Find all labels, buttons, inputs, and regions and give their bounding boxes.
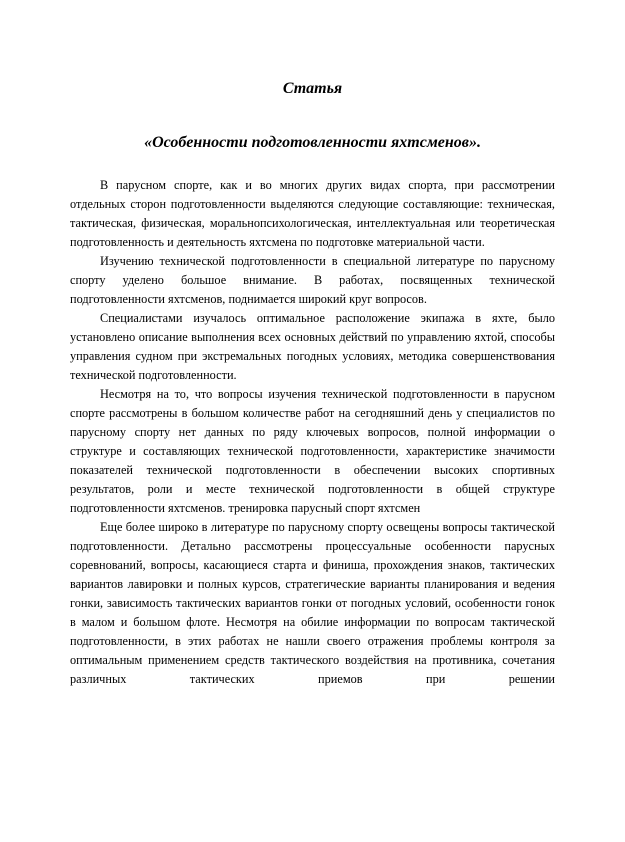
paragraph: Изучению технической подготовленности в специальной литературе по парусному спорту уделено большое внимание. В работах, посвященных технической подготовленности яхтсменов, поднимается широкий круг вопросов. <box>70 254 555 306</box>
article-title: «Особенности подготовленности яхтсменов». <box>144 134 481 151</box>
paragraph: В парусном спорте, как и во многих других видах спорта, при рассмотрении отдельных сторон подготовленности выделяются следующие составляющие: техническая, тактическая, физическая, моральнопсихологическая, интеллектуальная или теоретическая подготовленность и деятельность яхтсмена по подготовке материальной части. <box>70 178 555 249</box>
paragraph: Еще более широко в литературе по парусному спорту освещены вопросы тактической подготовленности. Детально рассмотрены процессуальные особенности парусных соревнований, вопросы, касающиеся старта и финиша, прохождения знаков, тактических вариантов лавировки и полных курсов, стратегические варианты планирования и ведения гонки, зависимость тактических вариантов гонки от погодных условий, особенности гонок в малом и большом флоте. Несмотря на обилие информации по вопросам тактической подготовленности, в этих работах не нашли своего отражения проблемы контроля за оптимальным применением средств тактического воздействия на противника, сочетания различных тактических приемов при решении <box>70 520 555 686</box>
paragraph: Специалистами изучалось оптимальное расположение экипажа в яхте, было установлено описание выполнения всех основных действий по управлению яхтой, способы управления судном при экстремальных погодных условиях, методика совершенствования технической подготовленности. <box>70 311 555 382</box>
paragraph: Несмотря на то, что вопросы изучения технической подготовленности в парусном спорте рассмотрены в большом количестве работ на сегодняшний день у специалистов по парусному спорту нет данных по ряду ключевых вопросов, полной информации о структуре и составляющих технической подготовленности, характеристике значимости показателей технической подготовленности в обеспечении высоких спортивных результатов, роли и месте технической подготовленности в общей структуре подготовленности яхтсменов. тренировка парусный спорт яхтсмен <box>70 387 555 515</box>
article-label: Статья <box>282 80 343 97</box>
article-body <box>70 176 555 686</box>
